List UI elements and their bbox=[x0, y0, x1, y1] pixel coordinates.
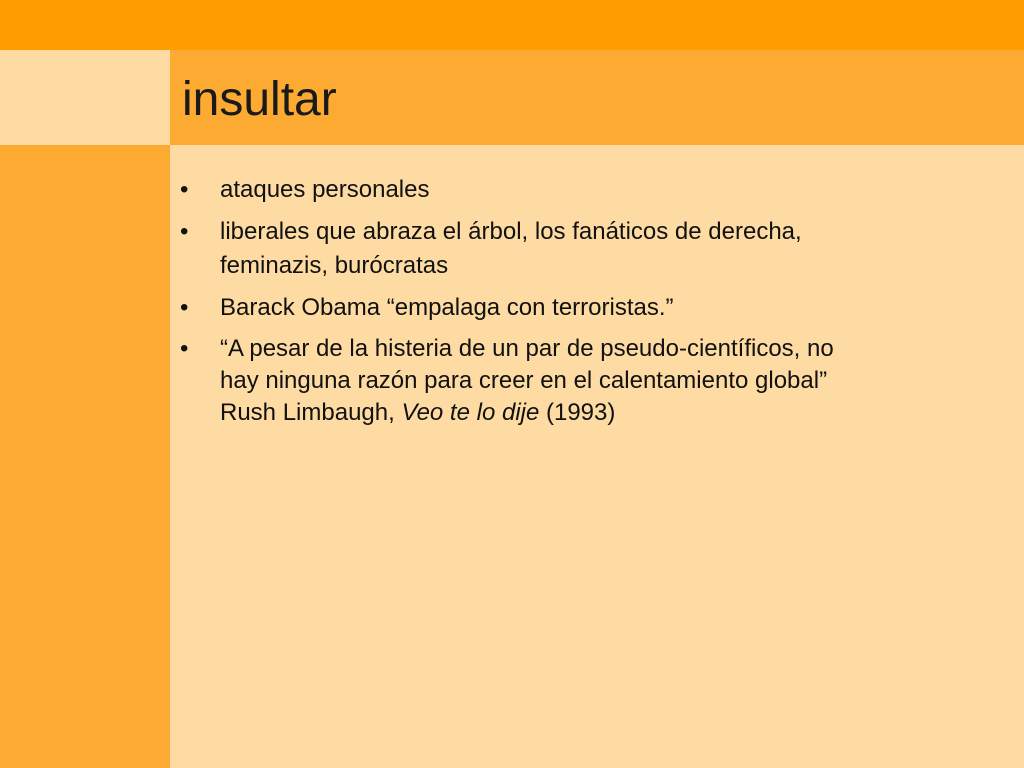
bullet-marker: • bbox=[180, 176, 189, 203]
top-accent-bar bbox=[0, 0, 1024, 50]
side-accent-column bbox=[0, 145, 170, 768]
book-title: Veo te lo dije bbox=[401, 399, 540, 426]
quote-year: (1993) bbox=[539, 399, 616, 426]
bullet-text: liberales que abraza el árbol, los fanáticos de derecha, feminazis, burócratas bbox=[220, 218, 802, 279]
bullet-marker: • bbox=[180, 335, 189, 362]
bullet-marker: • bbox=[180, 218, 189, 245]
bullet-item bbox=[180, 333, 840, 429]
bullet-item bbox=[180, 215, 840, 283]
bullet-text: Barack Obama “empalaga con terroristas.” bbox=[220, 294, 674, 321]
slide-title: insultar bbox=[182, 73, 337, 126]
bullet-item bbox=[180, 173, 840, 207]
corner-block bbox=[0, 50, 170, 145]
bullet-text: ataques personales bbox=[220, 176, 430, 203]
bullet-list bbox=[180, 173, 840, 437]
bullet-marker: • bbox=[180, 294, 189, 321]
bullet-item bbox=[180, 291, 840, 325]
quote-text: “A pesar de la histeria de un par de pseudo-científicos, no hay ninguna razón para creer en el calentamiento global” Rush Limbaugh, bbox=[220, 335, 834, 426]
